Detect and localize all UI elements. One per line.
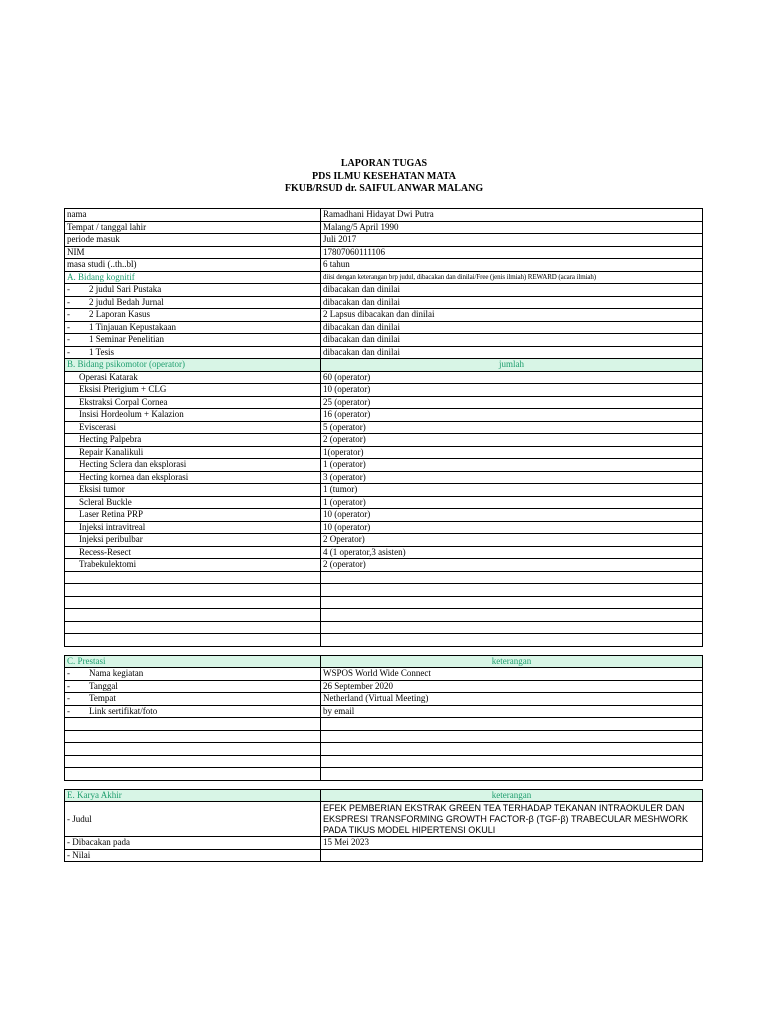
- identity-row: [65, 234, 703, 247]
- identity-label: masa studi (..th..bl): [65, 259, 321, 272]
- identity-value: Malang/5 April 1990: [321, 221, 703, 234]
- section-b-value: 2 (operator): [321, 559, 703, 572]
- identity-row: [65, 259, 703, 272]
- section-b-label-cell: [65, 521, 321, 534]
- empty-row: [65, 596, 703, 609]
- section-a-label-cell: [65, 334, 321, 347]
- row-label: Hecting Palpebra: [79, 434, 142, 445]
- section-b-label-cell: [65, 434, 321, 447]
- section-b-row: [65, 384, 703, 397]
- section-a-row: [65, 346, 703, 359]
- row-label: Recess-Resect: [79, 546, 131, 557]
- section-a-row: [65, 296, 703, 309]
- report-institution: FKUB/RSUD dr. SAIFUL ANWAR MALANG: [284, 183, 484, 194]
- section-c-label-cell: [65, 680, 321, 693]
- section-a-row: [65, 309, 703, 322]
- identity-label: periode masuk: [65, 234, 321, 247]
- row-label: Laser Retina PRP: [79, 509, 143, 520]
- row-dash: -: [67, 334, 70, 345]
- row-label: Hecting kornea dan eksplorasi: [79, 471, 189, 482]
- judul-label: - Judul: [65, 802, 321, 837]
- section-e-title: E. Karya Akhir: [65, 789, 321, 802]
- section-e-col-header: keterangan: [321, 789, 703, 802]
- section-b-label-cell: [65, 396, 321, 409]
- section-b-value: 25 (operator): [321, 396, 703, 409]
- section-b-col-header: jumlah: [321, 359, 703, 372]
- section-a-header: [65, 271, 703, 284]
- section-b-value: 16 (operator): [321, 409, 703, 422]
- empty-row: [65, 571, 703, 584]
- section-b-row: [65, 371, 703, 384]
- section-c-col-header: keterangan: [321, 655, 703, 668]
- section-a-label-cell: [65, 346, 321, 359]
- empty-row: [65, 768, 703, 781]
- section-b-label-cell: [65, 371, 321, 384]
- section-c-row: [65, 680, 703, 693]
- row-dash: -: [67, 321, 70, 332]
- row-label: Eksisi tumor: [79, 484, 125, 495]
- section-b-label-cell: [65, 459, 321, 472]
- judul-value: EFEK PEMBERIAN EKSTRAK GREEN TEA TERHADAP TEKANAN INTRAOKULER DAN EKSPRESI TRANSFORMING GROWTH FACTOR-β (TGF-β) TRABECULAR MESHWORK PADA TIKUS MODEL HIPERTENSI OKULI: [321, 802, 703, 837]
- section-c-label-cell: [65, 668, 321, 681]
- section-b-label-cell: [65, 409, 321, 422]
- row-label: Insisi Hordeolum + Kalazion: [79, 409, 184, 420]
- section-a-note: diisi dengan keterangan brp judul, dibacakan dan dinilai/Free (jenis ilmiah) REWARD (acara ilmiah): [321, 271, 703, 284]
- identity-row: [65, 221, 703, 234]
- row-label: 1 Tesis: [89, 346, 114, 357]
- identity-label: Tempat / tanggal lahir: [65, 221, 321, 234]
- section-b-row: [65, 471, 703, 484]
- row-label: Ekstraksi Corpal Cornea: [79, 396, 168, 407]
- section-e-judul-row: [65, 802, 703, 837]
- section-b-label-cell: [65, 534, 321, 547]
- section-b-value: 4 (1 operator,3 asisten): [321, 546, 703, 559]
- section-b-row: [65, 409, 703, 422]
- empty-row: [65, 609, 703, 622]
- row-label: 1 Tinjauan Kepustakaan: [89, 321, 176, 332]
- section-b-row: [65, 484, 703, 497]
- section-b-value: 5 (operator): [321, 421, 703, 434]
- row-dash: -: [67, 680, 70, 691]
- section-c-row: [65, 668, 703, 681]
- row-label: 2 Laporan Kasus: [89, 309, 150, 320]
- row-dash: -: [67, 284, 70, 295]
- section-b-value: 1 (operator): [321, 496, 703, 509]
- section-b-value: 1 (tumor): [321, 484, 703, 497]
- section-b-label-cell: [65, 471, 321, 484]
- section-a-value: 2 Lapsus dibacakan dan dinilai: [321, 309, 703, 322]
- section-c-header: [65, 655, 703, 668]
- section-b-row: [65, 521, 703, 534]
- row-label: Trabekulektomi: [79, 559, 137, 570]
- section-b-value: 3 (operator): [321, 471, 703, 484]
- section-b-row: [65, 459, 703, 472]
- dibacakan-label: - Dibacakan pada: [65, 837, 321, 850]
- section-a-row: [65, 284, 703, 297]
- identity-row: [65, 246, 703, 259]
- section-b-label-cell: [65, 496, 321, 509]
- section-e-dibacakan-row: [65, 837, 703, 850]
- row-label: 1 Seminar Penelitian: [89, 334, 164, 345]
- section-a-value: dibacakan dan dinilai: [321, 334, 703, 347]
- section-b-value: 1 (operator): [321, 459, 703, 472]
- section-a-label-cell: [65, 309, 321, 322]
- section-c-value: 26 September 2020: [321, 680, 703, 693]
- section-b-value: 10 (operator): [321, 521, 703, 534]
- row-label: Scleral Buckle: [79, 496, 132, 507]
- row-dash: -: [67, 346, 70, 357]
- row-label: Operasi Katarak: [79, 371, 138, 382]
- empty-row: [65, 621, 703, 634]
- section-c-label-cell: [65, 705, 321, 718]
- section-e-nilai-row: [65, 849, 703, 862]
- empty-row: [65, 730, 703, 743]
- row-label: Tempat: [89, 693, 116, 704]
- section-a-value: dibacakan dan dinilai: [321, 321, 703, 334]
- section-b-row: [65, 434, 703, 447]
- section-b-header: [65, 359, 703, 372]
- report-table: [64, 208, 703, 862]
- row-dash: -: [67, 668, 70, 679]
- empty-row: [65, 755, 703, 768]
- section-b-label-cell: [65, 509, 321, 522]
- section-b-value: 2 Operator): [321, 534, 703, 547]
- section-c-label-cell: [65, 693, 321, 706]
- row-label: 2 judul Sari Pustaka: [89, 284, 162, 295]
- section-b-row: [65, 534, 703, 547]
- row-label: Link sertifikat/foto: [89, 705, 158, 716]
- section-c-value: by email: [321, 705, 703, 718]
- row-label: Eviscerasi: [79, 421, 116, 432]
- section-b-label-cell: [65, 546, 321, 559]
- section-b-label-cell: [65, 446, 321, 459]
- row-dash: -: [67, 309, 70, 320]
- section-b-row: [65, 509, 703, 522]
- row-label: Repair Kanalikuli: [79, 446, 144, 457]
- section-e-header: [65, 789, 703, 802]
- dibacakan-value: 15 Mei 2023: [321, 837, 703, 850]
- nilai-label: - Nilai: [65, 849, 321, 862]
- section-c-value: WSPOS World Wide Connect: [321, 668, 703, 681]
- section-b-value: 10 (operator): [321, 509, 703, 522]
- section-b-row: [65, 546, 703, 559]
- section-b-row: [65, 496, 703, 509]
- section-a-title: A. Bidang kognitif: [65, 271, 321, 284]
- section-b-label-cell: [65, 421, 321, 434]
- section-a-value: dibacakan dan dinilai: [321, 284, 703, 297]
- row-label: Hecting Sclera dan eksplorasi: [79, 459, 187, 470]
- section-b-label-cell: [65, 484, 321, 497]
- identity-value: 17807060111106: [321, 246, 703, 259]
- section-b-value: 10 (operator): [321, 384, 703, 397]
- nilai-value: [321, 849, 703, 862]
- row-dash: -: [67, 705, 70, 716]
- section-a-row: [65, 334, 703, 347]
- empty-row: [65, 718, 703, 731]
- identity-label: NIM: [65, 246, 321, 259]
- report-header: [0, 158, 768, 196]
- report-title: LAPORAN TUGAS: [340, 158, 428, 169]
- report-department: PDS ILMU KESEHATAN MATA: [312, 170, 456, 182]
- row-label: Injeksi peribulbar: [79, 534, 143, 545]
- section-a-label-cell: [65, 321, 321, 334]
- identity-label: nama: [65, 209, 321, 222]
- section-b-row: [65, 396, 703, 409]
- section-c-value: Netherland (Virtual Meeting): [321, 693, 703, 706]
- section-b-row: [65, 446, 703, 459]
- section-b-value: 2 (operator): [321, 434, 703, 447]
- section-b-label-cell: [65, 384, 321, 397]
- row-dash: -: [67, 693, 70, 704]
- row-label: Tanggal: [89, 680, 118, 691]
- section-b-title: B. Bidang psikomotor (operator): [65, 359, 321, 372]
- section-b-row: [65, 421, 703, 434]
- section-c-title: C. Prestasi: [65, 655, 321, 668]
- section-b-label-cell: [65, 559, 321, 572]
- section-b-value: 1(operator): [321, 446, 703, 459]
- empty-row: [65, 634, 703, 647]
- section-a-label-cell: [65, 296, 321, 309]
- section-a-row: [65, 321, 703, 334]
- section-a-label-cell: [65, 284, 321, 297]
- identity-value: 6 tahun: [321, 259, 703, 272]
- row-dash: -: [67, 296, 70, 307]
- row-label: 2 judul Bedah Jurnal: [89, 296, 164, 307]
- row-label: Nama kegiatan: [89, 668, 144, 679]
- identity-value: Juli 2017: [321, 234, 703, 247]
- empty-row: [65, 743, 703, 756]
- empty-row: [65, 584, 703, 597]
- section-a-value: dibacakan dan dinilai: [321, 296, 703, 309]
- section-c-row: [65, 705, 703, 718]
- row-label: Eksisi Pterigium + CLG: [79, 384, 167, 395]
- section-b-value: 60 (operator): [321, 371, 703, 384]
- row-label: Injeksi intravitreal: [79, 521, 146, 532]
- identity-row: [65, 209, 703, 222]
- section-b-row: [65, 559, 703, 572]
- section-c-row: [65, 693, 703, 706]
- section-a-value: dibacakan dan dinilai: [321, 346, 703, 359]
- identity-value: Ramadhani Hidayat Dwi Putra: [321, 209, 703, 222]
